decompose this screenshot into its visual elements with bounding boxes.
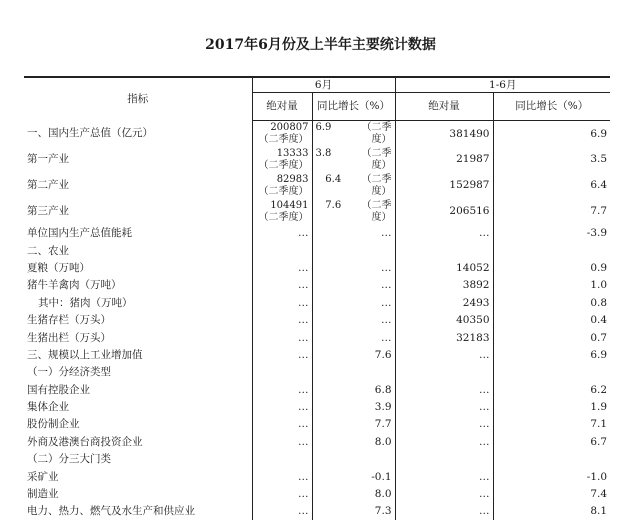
month-yoy-value: … (312, 225, 395, 242)
table-row (24, 364, 610, 381)
half-yoy-value: 7.7 (493, 199, 610, 225)
header-month-absolute: 绝对量 (252, 93, 312, 121)
table-row (24, 416, 610, 433)
row-label: 生猪出栏（万头） (24, 329, 252, 346)
half-absolute-value: … (395, 503, 493, 520)
month-yoy-value: 7.6 (312, 346, 395, 363)
header-first-half: 1-6月 (395, 77, 610, 93)
half-absolute-value: … (395, 346, 493, 363)
table-row (24, 451, 610, 468)
half-absolute-value (395, 242, 493, 259)
month-yoy-value (312, 242, 395, 259)
half-yoy-value: 6.9 (493, 121, 610, 147)
table-row (24, 199, 610, 225)
row-label: （一）分经济类型 (24, 364, 252, 381)
table-row (24, 242, 610, 259)
table-row (24, 311, 610, 328)
row-label: 第二产业 (24, 173, 252, 199)
half-absolute-value: 21987 (395, 147, 493, 173)
month-absolute-value: … (252, 225, 312, 242)
row-label: （二）分三大门类 (24, 451, 252, 468)
month-yoy-value: 6.4 (312, 173, 354, 199)
month-yoy-value (312, 451, 395, 468)
half-yoy-value: -1.0 (493, 468, 610, 485)
month-absolute-value: … (252, 259, 312, 276)
month-absolute-value: … (252, 398, 312, 415)
statistics-table (24, 76, 610, 520)
half-absolute-value: 2493 (395, 294, 493, 311)
row-label: 集体企业 (24, 398, 252, 415)
half-absolute-value: … (395, 416, 493, 433)
half-yoy-value: 6.7 (493, 433, 610, 450)
month-yoy-value: 7.7 (312, 416, 395, 433)
half-absolute-value: 32183 (395, 329, 493, 346)
header-half-yoy: 同比增长（%） (493, 93, 610, 121)
table-row (24, 503, 610, 520)
half-yoy-value: 0.4 (493, 311, 610, 328)
header-month-yoy: 同比增长（%） (312, 93, 395, 121)
month-yoy-value (312, 364, 395, 381)
header-indicator: 指标 (24, 77, 252, 121)
row-label: 国有控股企业 (24, 381, 252, 398)
month-yoy-value: 8.0 (312, 433, 395, 450)
half-absolute-value: … (395, 433, 493, 450)
half-yoy-value: 3.5 (493, 147, 610, 173)
row-label: 夏粮（万吨） (24, 259, 252, 276)
table-row (24, 277, 610, 294)
row-label: 第三产业 (24, 199, 252, 225)
month-absolute-value: … (252, 381, 312, 398)
month-yoy-value: … (312, 259, 395, 276)
month-yoy-value: 8.0 (312, 485, 395, 502)
table-row (24, 346, 610, 363)
row-label: 外商及港澳台商投资企业 (24, 433, 252, 450)
half-absolute-value (395, 451, 493, 468)
month-absolute-value (252, 242, 312, 259)
half-yoy-value: -3.9 (493, 225, 610, 242)
quarter-note: （二季 度） (354, 147, 395, 173)
table-row (24, 173, 610, 199)
half-yoy-value: 1.9 (493, 398, 610, 415)
month-absolute-value (252, 451, 312, 468)
header-month: 6月 (252, 77, 395, 93)
month-absolute-value: 200807 （二季度） (252, 121, 312, 147)
table-row (24, 433, 610, 450)
month-absolute-value: … (252, 294, 312, 311)
table-row (24, 259, 610, 276)
month-absolute-value: … (252, 468, 312, 485)
month-yoy-value: 7.3 (312, 503, 395, 520)
table-body (24, 121, 610, 520)
half-yoy-value: 0.7 (493, 329, 610, 346)
half-yoy-value (493, 364, 610, 381)
row-label: 猪牛羊禽肉（万吨） (24, 277, 252, 294)
quarter-note: （二季 度） (354, 173, 395, 199)
row-label: 第一产业 (24, 147, 252, 173)
month-absolute-value: … (252, 311, 312, 328)
row-label: 二、农业 (24, 242, 252, 259)
month-yoy-value: 7.6 (312, 199, 354, 225)
table-row (24, 381, 610, 398)
month-yoy-value: … (312, 294, 395, 311)
half-absolute-value: 206516 (395, 199, 493, 225)
page-title: 2017年6月份及上半年主要统计数据 (0, 34, 641, 54)
table-row (24, 121, 610, 147)
row-label: 制造业 (24, 485, 252, 502)
row-label: 三、规模以上工业增加值 (24, 346, 252, 363)
month-yoy-value: … (312, 329, 395, 346)
month-absolute-value: … (252, 277, 312, 294)
month-yoy-value: 6.9 (312, 121, 354, 147)
month-yoy-value: … (312, 311, 395, 328)
half-yoy-value: 0.9 (493, 259, 610, 276)
half-absolute-value: … (395, 225, 493, 242)
table-header (24, 77, 610, 121)
half-absolute-value: 14052 (395, 259, 493, 276)
half-yoy-value: 1.0 (493, 277, 610, 294)
month-yoy-value: … (312, 277, 395, 294)
row-label: 单位国内生产总值能耗 (24, 225, 252, 242)
row-label: 生猪存栏（万头） (24, 311, 252, 328)
quarter-note: （二季 度） (354, 121, 395, 147)
row-label: 一、国内生产总值（亿元） (24, 121, 252, 147)
row-label: 股份制企业 (24, 416, 252, 433)
month-absolute-value: 104491 （二季度） (252, 199, 312, 225)
table-row (24, 294, 610, 311)
table-row (24, 147, 610, 173)
half-absolute-value: 152987 (395, 173, 493, 199)
half-absolute-value: … (395, 485, 493, 502)
half-yoy-value: 7.1 (493, 416, 610, 433)
half-yoy-value (493, 242, 610, 259)
table-row (24, 398, 610, 415)
month-yoy-value: 6.8 (312, 381, 395, 398)
month-absolute-value: … (252, 329, 312, 346)
half-absolute-value: … (395, 398, 493, 415)
quarter-note: （二季 度） (354, 199, 395, 225)
month-absolute-value: 82983 （二季度） (252, 173, 312, 199)
half-absolute-value: … (395, 468, 493, 485)
row-label: 电力、热力、燃气及水生产和供应业 (24, 503, 252, 520)
month-yoy-value: 3.9 (312, 398, 395, 415)
month-absolute-value: … (252, 503, 312, 520)
month-absolute-value: … (252, 485, 312, 502)
month-yoy-value: -0.1 (312, 468, 395, 485)
half-absolute-value (395, 364, 493, 381)
half-yoy-value: 7.4 (493, 485, 610, 502)
half-yoy-value (493, 451, 610, 468)
half-absolute-value: 3892 (395, 277, 493, 294)
half-yoy-value: 6.9 (493, 346, 610, 363)
half-absolute-value: 381490 (395, 121, 493, 147)
table-row (24, 468, 610, 485)
table-row (24, 225, 610, 242)
half-absolute-value: 40350 (395, 311, 493, 328)
month-absolute-value (252, 364, 312, 381)
month-absolute-value: … (252, 416, 312, 433)
half-absolute-value: … (395, 381, 493, 398)
half-yoy-value: 0.8 (493, 294, 610, 311)
month-absolute-value: 13333 （二季度） (252, 147, 312, 173)
table-row (24, 329, 610, 346)
header-half-absolute: 绝对量 (395, 93, 493, 121)
month-yoy-value: 3.8 (312, 147, 354, 173)
half-yoy-value: 8.1 (493, 503, 610, 520)
table-row (24, 485, 610, 502)
month-absolute-value: … (252, 346, 312, 363)
half-yoy-value: 6.4 (493, 173, 610, 199)
month-absolute-value: … (252, 433, 312, 450)
half-yoy-value: 6.2 (493, 381, 610, 398)
row-label: 采矿业 (24, 468, 252, 485)
row-label: 其中：猪肉（万吨） (24, 294, 252, 311)
